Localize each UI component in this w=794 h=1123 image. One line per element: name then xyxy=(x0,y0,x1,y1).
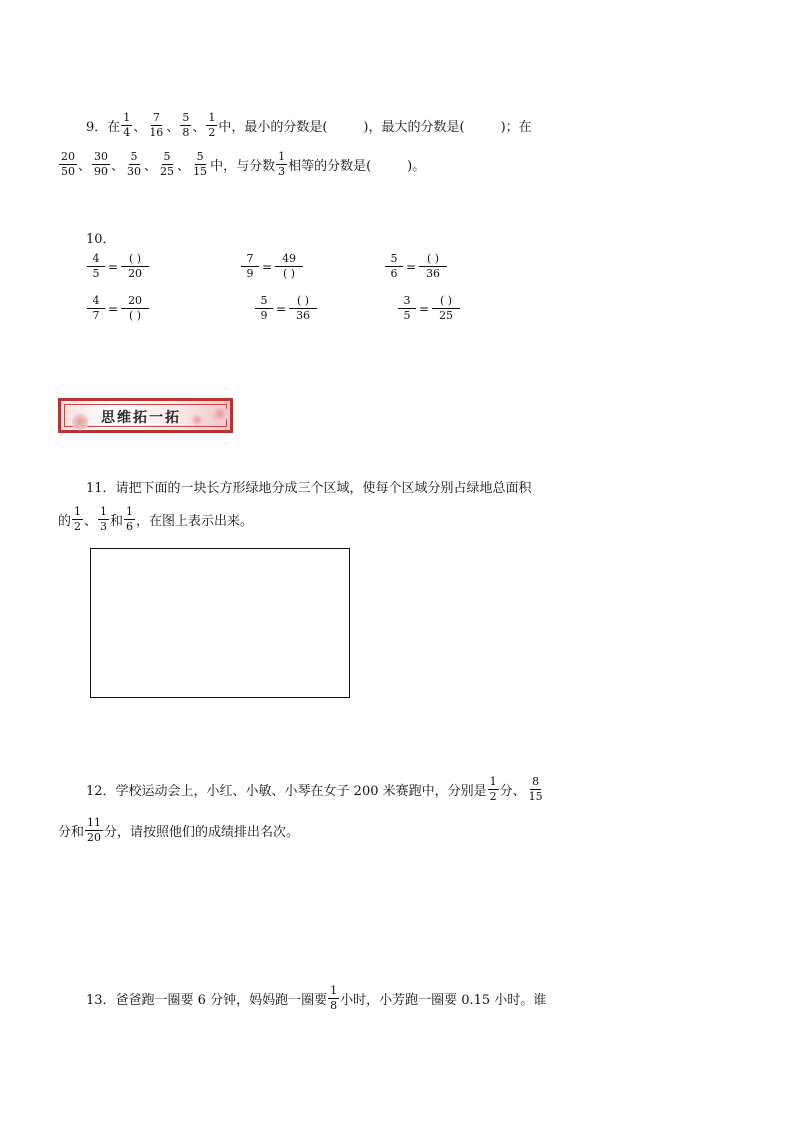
q11-line1: 11．请把下面的一块长方形绿地分成三个区域，使每个区域分别占绿地总面积 xyxy=(86,481,532,496)
q9-fraction-3: 5 8 xyxy=(182,111,190,139)
q10-number: 10． xyxy=(86,232,116,247)
q11-fraction-2: 1 3 xyxy=(100,505,108,533)
q10-blank-2[interactable]: 49 ( ) xyxy=(275,253,303,280)
q9-text-line2c: )。 xyxy=(407,159,426,174)
q9-fraction-b1: 20 50 xyxy=(61,150,75,178)
q9-text-mid2: )，最大的分数是( xyxy=(363,120,465,135)
q9-ref-fraction: 1 3 xyxy=(278,150,286,178)
q9-fraction-1: 1 4 xyxy=(123,111,131,139)
q9-fraction-b3: 5 30 xyxy=(127,150,142,178)
q10-equation-3: $\frac{5}{6}$ = ( ) 36 xyxy=(384,253,448,280)
q11-fraction-3: 1 6 xyxy=(126,505,134,533)
q10-equation-2: $\frac{7}{9}$ = 49 ( ) xyxy=(240,253,304,280)
q12-line2: 分和 11 20 分，请按照他们的成绩排出名次。 xyxy=(58,816,300,844)
q10-blank-4[interactable]: 20 ( ) xyxy=(121,295,149,322)
q10-equation-5: $\frac{5}{9}$ = ( ) 36 xyxy=(254,295,318,322)
section-badge xyxy=(58,398,233,433)
badge-flower-icon xyxy=(211,405,229,423)
q9-text-mid: 中，最小的分数是( xyxy=(218,120,328,135)
section-badge-title: 思维拓一拓 xyxy=(101,410,181,426)
q10-blank-3[interactable]: ( ) 36 xyxy=(419,253,447,280)
q10-blank-1[interactable]: ( ) 20 xyxy=(121,253,149,280)
q9-text-end: )；在 xyxy=(500,120,532,135)
q13-fraction-1: 1 8 xyxy=(330,984,338,1012)
q11-fraction-1: 1 2 xyxy=(74,505,82,533)
q9-text-line2b: 相等的分数是( xyxy=(288,159,372,174)
q9-fraction-b4: 5 25 xyxy=(160,150,175,178)
badge-flower-icon xyxy=(71,413,89,431)
q12-fraction-3: 11 20 xyxy=(87,816,102,844)
q12-line1: 12．学校运动会上，小红、小敏、小琴在女子 200 米赛跑中，分别是 1 2 分、 8 15 xyxy=(86,775,543,803)
q12-fraction-1: 1 2 xyxy=(489,775,497,803)
q9-number: 9． xyxy=(86,120,108,135)
q9-fraction-b2: 30 90 xyxy=(94,150,109,178)
q10-equation-1: $\frac{4}{5}$ = ( ) 20 xyxy=(86,253,150,280)
q10-equation-4: $\frac{4}{7}$ = 20 ( ) xyxy=(86,295,150,322)
badge-flower-icon xyxy=(191,414,203,426)
q9-line1: 9． 在 1 4 、 7 16 、 5 8 、 1 2 中，最小的分数是( )，最大的分数是( )；在 xyxy=(86,111,532,139)
q10-equation-6: $\frac{3}{5}$ = ( ) 25 xyxy=(397,295,461,322)
q10-blank-5[interactable]: ( ) 36 xyxy=(289,295,317,322)
q9-line2: 20 50 、 30 90 、 5 30 、 5 25 、 5 15 中，与分数 1 3 相等的分数是( )。 xyxy=(61,150,426,178)
q12-fraction-2: 8 15 xyxy=(528,775,543,803)
q11-line2: 的 1 2 、 1 3 和 1 6 ，在图上表示出来。 xyxy=(58,505,254,533)
q9-text-in: 在 xyxy=(107,120,121,135)
green-field-rectangle[interactable] xyxy=(90,548,350,698)
q9-fraction-2: 7 16 xyxy=(149,111,164,139)
q9-text-line2a: 中，与分数 xyxy=(210,159,276,174)
q13-line1: 13．爸爸跑一圈要 6 分钟，妈妈跑一圈要 1 8 小时，小芳跑一圈要 0.15 小时。谁 xyxy=(86,984,547,1012)
q10-blank-6[interactable]: ( ) 25 xyxy=(432,295,460,322)
q9-fraction-b5: 5 15 xyxy=(193,150,208,178)
q9-fraction-4: 1 2 xyxy=(208,111,216,139)
